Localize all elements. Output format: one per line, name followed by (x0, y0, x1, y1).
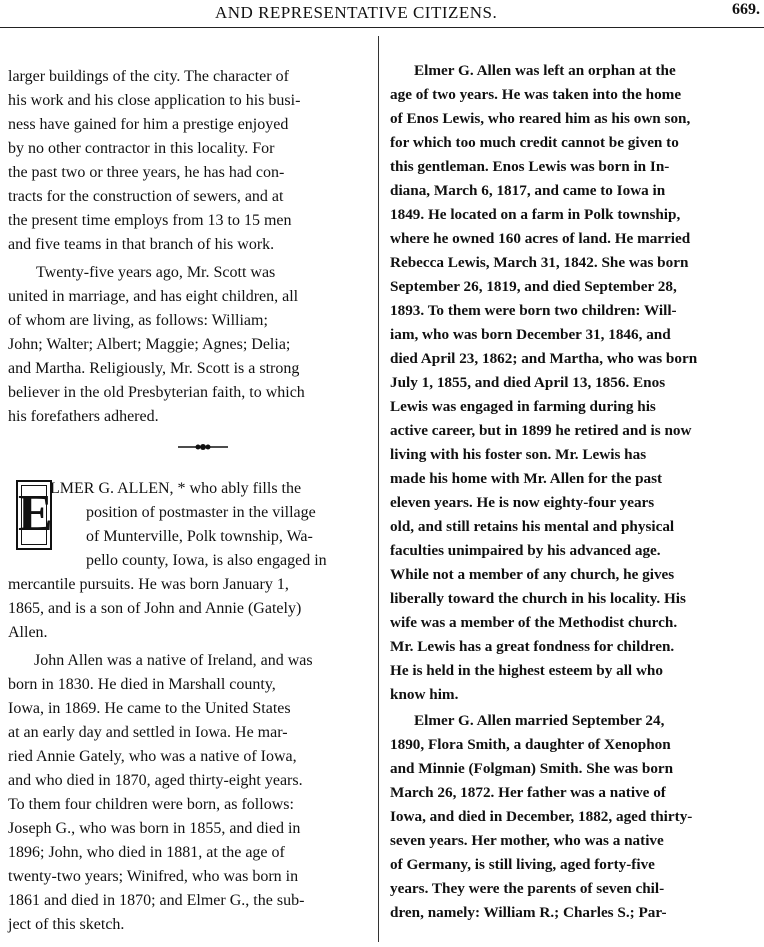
text-line: and Martha. Religiously, Mr. Scott is a strong (8, 360, 300, 377)
text-line: by no other contractor in this locality. For (8, 140, 275, 157)
text-line: believer in the old Presbyterian faith, to which (8, 384, 305, 401)
text-line: July 1, 1855, and died April 13, 1856. Enos (390, 374, 666, 391)
text-line: for which too much credit cannot be given to (390, 134, 679, 151)
text-line: LMER G. ALLEN, * who ably fills the (50, 480, 302, 497)
text-line: Mr. Lewis has a great fondness for children. (390, 638, 675, 655)
text-line: old, and still retains his mental and physical (390, 518, 675, 535)
text-line: ried Annie Gately, who was a native of Iowa, (8, 748, 297, 765)
text-line: twenty-two years; Winifred, who was born in (8, 868, 299, 885)
text-line: died April 23, 1862; and Martha, who was born (390, 350, 698, 367)
text-line: 1893. To them were born two children: Will- (390, 302, 677, 319)
text-line: position of postmaster in the village (86, 504, 316, 521)
text-line: and five teams in that branch of his work. (8, 236, 275, 253)
text-line: September 26, 1819, and died September 28, (390, 278, 677, 295)
dropcap-letter: E (18, 485, 53, 542)
text-line: of Munterville, Polk township, Wa- (86, 528, 313, 545)
text-line: Iowa, and died in December, 1882, aged thirty- (390, 808, 693, 825)
text-line: years. They were the parents of seven chil- (390, 880, 665, 897)
text-line: larger buildings of the city. The character of (8, 68, 289, 85)
text-line: 1865, and is a son of John and Annie (Gately) (8, 600, 302, 617)
text-line: 1849. He located on a farm in Polk township, (390, 206, 681, 223)
text-line: the present time employs from 13 to 15 men (8, 212, 292, 229)
text-line: dren, namely: William R.; Charles S.; Par- (390, 904, 667, 921)
text-line: 1890, Flora Smith, a daughter of Xenophon (390, 736, 671, 753)
text-line: ness have gained for him a prestige enjoyed (8, 116, 289, 133)
text-line: Joseph G., who was born in 1855, and died in (8, 820, 301, 837)
text-line: this gentleman. Enos Lewis was born in In- (390, 158, 670, 175)
text-line: of Enos Lewis, who reared him as his own son, (390, 110, 691, 127)
section-ornament (178, 441, 228, 453)
text-line: age of two years. He was taken into the home (390, 86, 682, 103)
text-line: of Germany, is still living, aged forty-five (390, 856, 655, 873)
text-line: and who died in 1870, aged thirty-eight years. (8, 772, 303, 789)
text-line: wife was a member of the Methodist church. (390, 614, 678, 631)
text-line: 1861 and died in 1870; and Elmer G., the sub- (8, 892, 305, 909)
text-line: Elmer G. Allen married September 24, (414, 712, 665, 729)
text-line: the past two or three years, he has had con- (8, 164, 285, 181)
page-number: 669. (732, 1, 760, 18)
text-line: 1896; John, who died in 1881, at the age of (8, 844, 285, 861)
text-line: eleven years. He is now eighty-four years (390, 494, 655, 511)
column-divider (378, 36, 379, 942)
text-line: He is held in the highest esteem by all who (390, 662, 663, 679)
text-line: ject of this sketch. (8, 916, 125, 933)
text-line: liberally toward the church in his locality. His (390, 590, 686, 607)
header-title: AND REPRESENTATIVE CITIZENS. (215, 3, 498, 22)
text-line: Rebecca Lewis, March 31, 1842. She was born (390, 254, 689, 271)
text-line: John Allen was a native of Ireland, and was (34, 652, 313, 669)
text-line: tracts for the construction of sewers, and at (8, 188, 284, 205)
text-line: his work and his close application to his busi- (8, 92, 301, 109)
text-line: united in marriage, and has eight children, all (8, 288, 299, 305)
running-header (0, 0, 764, 30)
text-line: Elmer G. Allen was left an orphan at the (414, 62, 676, 79)
text-line: diana, March 6, 1817, and came to Iowa in (390, 182, 666, 199)
text-line: iam, who was born December 31, 1846, and (390, 326, 671, 343)
text-line: and Minnie (Folgman) Smith. She was born (390, 760, 674, 777)
text-line: John; Walter; Albert; Maggie; Agnes; Delia; (8, 336, 291, 353)
text-line: of whom are living, as follows: William; (8, 312, 268, 329)
text-line: seven years. Her mother, who was a native (390, 832, 664, 849)
text-line: made his home with Mr. Allen for the past (390, 470, 663, 487)
text-line: To them four children were born, as follows: (8, 796, 294, 813)
text-line: Allen. (8, 624, 48, 641)
text-line: where he owned 160 acres of land. He married (390, 230, 691, 247)
text-line: know him. (390, 686, 459, 703)
text-line: While not a member of any church, he gives (390, 566, 675, 583)
text-line: his forefathers adhered. (8, 408, 159, 425)
header-rule (0, 27, 764, 28)
text-line: born in 1830. He died in Marshall county, (8, 676, 276, 693)
text-line: mercantile pursuits. He was born January 1, (8, 576, 289, 593)
text-line: Lewis was engaged in farming during his (390, 398, 656, 415)
text-line: active career, but in 1899 he retired and is now (390, 422, 692, 439)
text-line: at an early day and settled in Iowa. He mar- (8, 724, 288, 741)
dropcap-ornament (16, 480, 52, 550)
text-line: living with his foster son. Mr. Lewis has (390, 446, 647, 463)
text-line: faculties unimpaired by his advanced age. (390, 542, 661, 559)
text-line: Iowa, in 1869. He came to the United States (8, 700, 291, 717)
text-line: March 26, 1872. Her father was a native of (390, 784, 666, 801)
text-line: Twenty-five years ago, Mr. Scott was (36, 264, 276, 281)
text-line: pello county, Iowa, is also engaged in (86, 552, 327, 569)
